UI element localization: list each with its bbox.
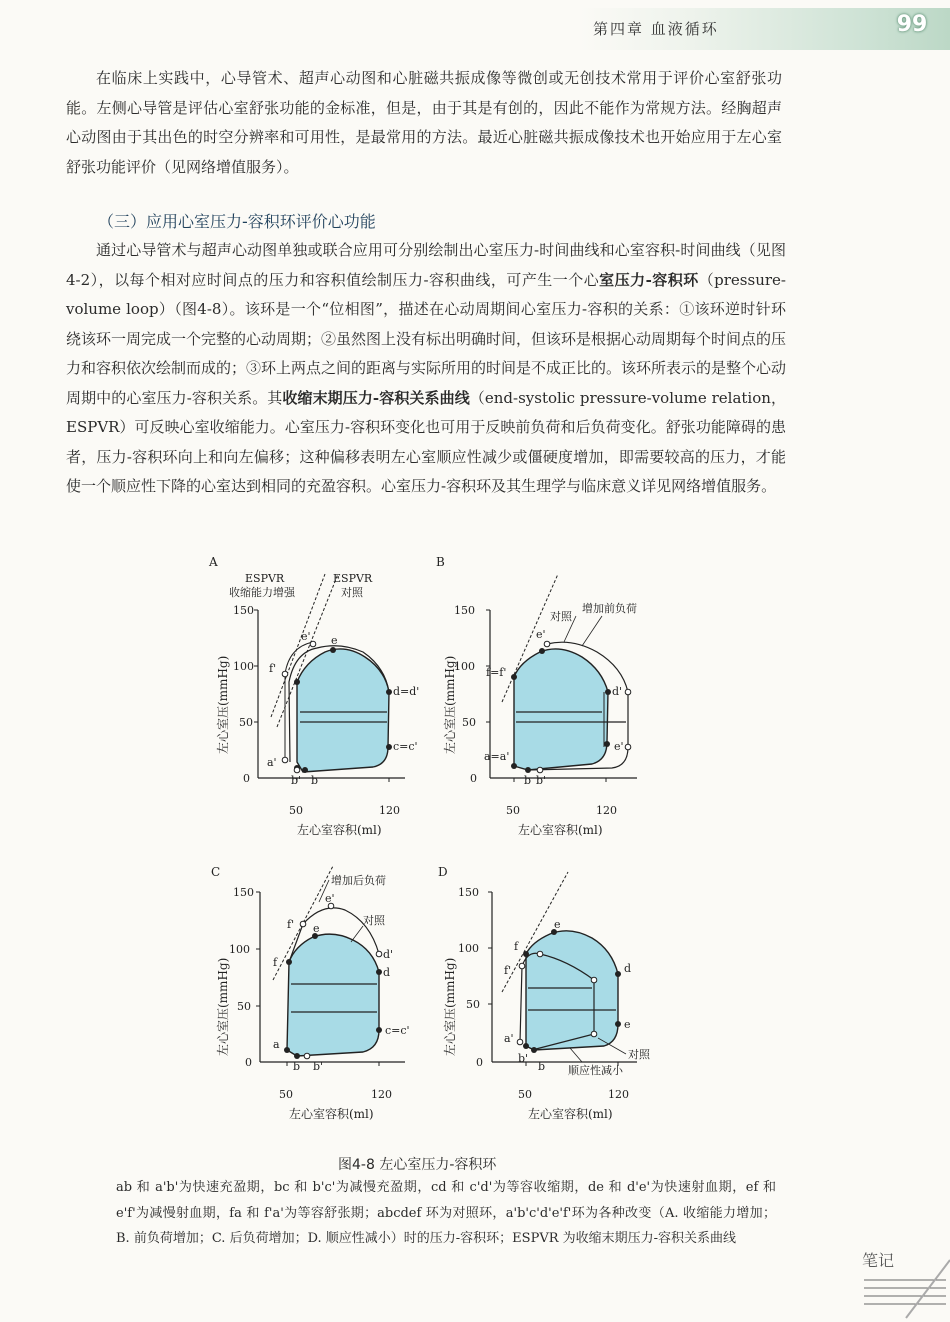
y-tick-150: 150	[233, 886, 254, 899]
pt-d-prime: d'	[612, 685, 623, 698]
pt-a: a	[273, 1038, 280, 1051]
pt-b-prime: b'	[536, 774, 547, 787]
control-label: 对照	[363, 914, 385, 927]
pt-e-prime: e'	[536, 628, 546, 641]
y-tick-50: 50	[239, 716, 253, 729]
pt-f: f	[273, 956, 278, 969]
figure-panel-c	[205, 862, 445, 1152]
x-axis-label: 左心室容积(ml)	[528, 1107, 613, 1121]
figure-caption: 图4-8 左心室压力-容积环	[338, 1157, 497, 1173]
pt-a-prime: a'	[267, 756, 277, 769]
pt-b: b	[538, 1060, 546, 1073]
pt-d: d	[624, 962, 632, 975]
pt-e-prime-lower: e'	[614, 740, 624, 753]
pt-e: e	[313, 922, 320, 935]
y-tick-0: 0	[470, 772, 477, 785]
preload-label: 增加前负荷	[582, 602, 637, 615]
pt-e: e	[331, 634, 338, 647]
pt-a-prime: a'	[504, 1032, 514, 1045]
section-subheading: （三）应用心室压力-容积环评价心功能	[98, 212, 376, 231]
control-label: 对照	[550, 610, 572, 623]
pt-f: f	[514, 940, 519, 953]
chapter-title: 第四章 血液循环	[593, 20, 719, 38]
y-tick-50: 50	[466, 998, 480, 1011]
paragraph-diastolic-methods: 在临床上实践中，心导管术、超声心动图和心脏磁共振成像等微创或无创技术常用于评价心室舒张功能。左侧心导管是评估心室舒张功能的金标准，但是，由于其是有创的，因此不能作为常规方法。经胸超声心动图由于其出色的时空分辨率和可用性，是最常用的方法。最近心脏磁共振成像技术也开始应用于左心室舒张功能评价（见网络增值服务）。	[66, 69, 782, 176]
pt-b: b	[311, 774, 319, 787]
p2-part2: （pressure-volume loop）（图4-8）。该环是一个“位相图”，描述在心动周期间心室压力-容积的关系：①该环逆时针环绕该环一周完成一个完整的心动周期；②虽然图上没有标出明确时间，但该环是根据心动周期每个时间点的压力和容积依次绘制而成的；③环上两点之间的距离与实际所用的时间是不成正比的。该环所表示的是整个心动周期中的心室压力-容积关系。其	[66, 270, 787, 407]
espvr-label-2: ESPVR	[333, 572, 373, 585]
x-tick-50: 50	[506, 804, 520, 817]
y-tick-100: 100	[458, 942, 479, 955]
y-axis-label: 左心室压(mmHg)	[443, 655, 457, 754]
espvr-label-1: ESPVR	[245, 572, 285, 585]
pt-e: e	[554, 918, 561, 931]
x-tick-120: 120	[379, 804, 400, 817]
y-axis-label: 左心室压(mmHg)	[216, 957, 230, 1056]
figure-panel-d	[432, 862, 672, 1152]
x-axis-label: 左心室容积(ml)	[297, 823, 382, 837]
notes-label: 笔记	[862, 1251, 895, 1270]
pt-b: b	[524, 774, 532, 787]
pt-c: e	[624, 1018, 631, 1031]
x-tick-50: 50	[289, 804, 303, 817]
pt-f-prime: f'	[504, 964, 512, 977]
y-tick-0: 0	[245, 1056, 252, 1069]
x-tick-120: 120	[596, 804, 617, 817]
espvr-control-label: 对照	[341, 586, 363, 599]
pt-e-prime: e'	[301, 630, 311, 643]
panel-label: B	[436, 555, 445, 569]
x-tick-120: 120	[371, 1088, 392, 1101]
panel-label: D	[438, 865, 448, 879]
pt-c: c=c'	[385, 1024, 410, 1037]
p2-part1: 通过心导管术与超声心动图单独或联合应用可分别绘制出心室压力-时间曲线和心室容积-时间曲线（见图4-2），以每个相对应时间点的压力和容积值绘制压力-容积曲线，可产生一个心	[66, 241, 786, 289]
y-axis-label: 左心室压(mmHg)	[443, 957, 457, 1056]
pt-f: f=f'	[486, 666, 507, 679]
p2-part3: （end-systolic pressure-volume relation，ESPVR）可反映心室收缩能力。心室压力-容积环变化也可用于反映前负荷和后负荷变化。舒张功能障碍的患者，压力-容积环向上和向左偏移；这种偏移表明左心室顺应性减少或僵硬度增加，即需要较高的压力，才能使一个顺应性下降的心室达到相同的充盈容积。心室压力-容积环及其生理学与临床意义详见网络增值服务。	[66, 388, 787, 495]
panel-label: C	[211, 865, 221, 879]
pt-b-prime: b'	[291, 774, 302, 787]
compliance-label: 顺应性减小	[568, 1064, 623, 1077]
x-axis-label: 左心室容积(ml)	[518, 823, 603, 837]
x-tick-120: 120	[608, 1088, 629, 1101]
y-tick-100: 100	[229, 943, 250, 956]
y-tick-150: 150	[454, 604, 475, 617]
term-pv-loop: 室压力-容积环	[599, 270, 699, 289]
pt-d: d=d'	[393, 685, 420, 698]
pt-f-prime: f'	[287, 918, 295, 931]
figure-panel-a	[205, 552, 445, 842]
pt-d-prime: d'	[383, 948, 394, 961]
page-number: 99	[896, 12, 928, 37]
y-axis-label: 左心室压(mmHg)	[216, 655, 230, 754]
pt-a: a=a'	[484, 750, 510, 763]
y-tick-50: 50	[237, 1000, 251, 1013]
afterload-label: 增加后负荷	[331, 874, 386, 887]
y-tick-100: 100	[233, 660, 254, 673]
espvr-enhanced-label: 收缩能力增强	[229, 586, 295, 599]
x-tick-50: 50	[279, 1088, 293, 1101]
paragraph-pv-loop	[66, 236, 786, 502]
y-tick-100: 100	[454, 660, 475, 673]
pt-b: b	[293, 1060, 301, 1073]
pt-f-prime: f'	[269, 662, 277, 675]
x-tick-50: 50	[518, 1088, 532, 1101]
figure-panel-b	[432, 552, 672, 842]
pt-e-prime: e'	[325, 892, 335, 905]
y-tick-150: 150	[233, 604, 254, 617]
notes-lines-decoration	[846, 1258, 950, 1322]
pt-b-prime: b'	[518, 1052, 529, 1065]
y-tick-0: 0	[476, 1056, 483, 1069]
figure-note: ab 和 a'b'为快速充盈期，bc 和 b'c'为减慢充盈期，cd 和 c'd'为等容收缩期，de 和 d'e'为快速射血期，ef 和 e'f'为减慢射血期，fa 和 f'a'为等容舒张期；abcdef 环为对照环，a'b'c'd'e'f'环为各种改变（A. 收缩能力增加；B. 前负荷增加；C. 后负荷增加；D. 顺应性减小）时的压力-容积环；ESPVR 为收缩末期压力-容积关系曲线	[116, 1180, 776, 1246]
y-tick-0: 0	[243, 772, 250, 785]
pt-d: d	[383, 966, 391, 979]
pt-b-prime: b'	[313, 1060, 324, 1073]
pt-c: c=c'	[393, 740, 418, 753]
term-espvr: 收缩末期压力-容积关系曲线	[282, 388, 470, 407]
x-axis-label: 左心室容积(ml)	[289, 1107, 374, 1121]
y-tick-50: 50	[462, 716, 476, 729]
control-label: 对照	[628, 1048, 650, 1061]
y-tick-150: 150	[458, 886, 479, 899]
panel-label: A	[209, 555, 218, 569]
